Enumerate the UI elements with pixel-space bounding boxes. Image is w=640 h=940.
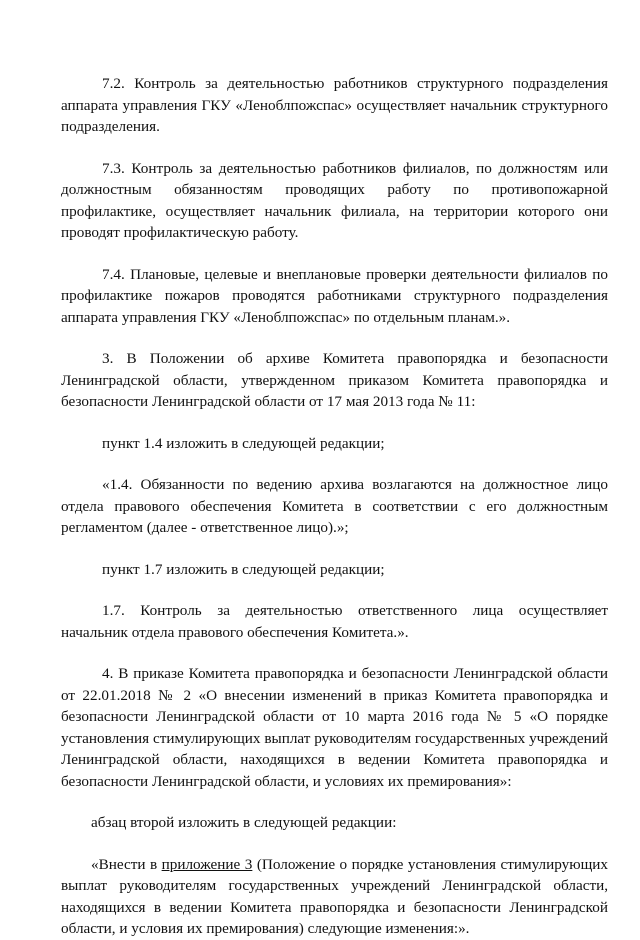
- paragraph-item-1-4-text: «1.4. Обязанности по ведению архива возлагаются на должностное лицо отдела правового обеспечения Комитета в соответствии с его должностным регламентом (далее - ответственное лицо).»;: [61, 476, 608, 536]
- amendment-text-start: «Внести в: [91, 855, 162, 873]
- paragraph-7-3: 7.3. Контроль за деятельностью работников филиалов, по должностям или должностным обязанностям проводящих работу по противопожарной профилактике, осуществляет начальник филиала, на территории которого они проводят профилактическую работу.: [61, 159, 608, 241]
- amendment-text-end: (Положение о порядке установления стимулирующих выплат руководителям государственных учреждений Ленинградской области, находящихся в ведении Комитета правопорядка и безопасности Ленинградской области, и условия их премирования) следующие изменения:».: [61, 855, 608, 937]
- paragraph-section-3: 3. В Положении об архиве Комитета правопорядка и безопасности Ленинградской области, утвержденном приказом Комитета правопорядка и безопасности Ленинградской области от 17 мая 2013 года № 11:: [61, 350, 608, 410]
- paragraph-7-4: 7.4. Плановые, целевые и внеплановые проверки деятельности филиалов по профилактике пожаров проводятся работниками структурного подразделения аппарата управления ГКУ «Леноблпожспас» по отдельным планам.».: [61, 265, 608, 326]
- paragraph-item-1-7-text: 1.7. Контроль за деятельностью ответственного лица осуществляет начальник отдела правового обеспечения Комитета.».: [61, 602, 608, 641]
- paragraph-abzac-intro: абзац второй изложить в следующей редакции:: [91, 814, 397, 831]
- paragraph-section-4: 4. В приказе Комитета правопорядка и безопасности Ленинградской области от 22.01.2018 № 2 «О внесении изменений в приказ Комитета правопорядка и безопасности Ленинградской области от 10 марта 2016 года № 5 «О порядке установления стимулирующих выплат руководителям государственных учреждений Ленинградской области, находящихся в ведении Комитета правопорядка и безопасности Ленинградской области, и условиях их премирования»:: [61, 665, 608, 790]
- appendix-3-link[interactable]: приложение 3: [161, 855, 253, 873]
- paragraph-amendment: [61, 854, 608, 940]
- paragraph-item-1-7-intro: пункт 1.7 изложить в следующей редакции;: [102, 560, 385, 578]
- paragraph-7-2: 7.2. Контроль за деятельностью работников структурного подразделения аппарата управления ГКУ «Леноблпожспас» осуществляет начальник структурного подразделения.: [61, 75, 608, 135]
- paragraph-item-1-4-intro: пункт 1.4 изложить в следующей редакции;: [102, 434, 385, 452]
